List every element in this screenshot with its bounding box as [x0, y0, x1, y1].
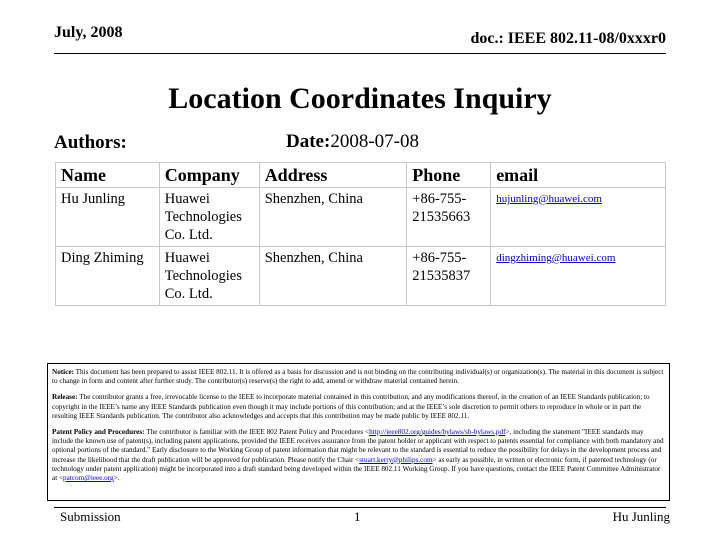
- author-name: Ding Zhiming: [56, 247, 160, 306]
- release-title: Release:: [52, 393, 78, 402]
- patent-title: Patent Policy and Procedures:: [52, 428, 145, 437]
- page-number: 1: [354, 509, 361, 524]
- date-label: Date:: [286, 131, 331, 152]
- footer-submission: Submission: [60, 509, 121, 524]
- author-company: Huawei Technologies Co. Ltd.: [159, 247, 259, 306]
- notice-paragraph: [52, 368, 665, 386]
- patent-paragraph: [52, 428, 665, 483]
- table-row: [56, 188, 666, 247]
- authors-table: [55, 162, 666, 306]
- header-divider: [54, 53, 666, 54]
- patent-text: The contributor is familiar with the IEEE 802 Patent Policy and Procedures <: [146, 428, 370, 437]
- table-row: [56, 247, 666, 306]
- author-email-link[interactable]: hujunling@huawei.com: [491, 188, 666, 247]
- footer-divider: [54, 507, 666, 508]
- header-doc-id: doc.: IEEE 802.11-08/0xxxr0: [470, 30, 666, 47]
- release-paragraph: [52, 393, 665, 421]
- notice-box: [47, 363, 670, 501]
- column-header-phone: Phone: [407, 163, 491, 188]
- bylaws-link[interactable]: http://ieee802.org/guides/bylaws/sb-bylaws.pdf: [369, 428, 506, 437]
- patent-text: > as early as possible, in written or electronic form, if patented technology (or technology under patent application) might be incorporated into a draft standard being developed within the IEEE 802.11 Working Group. If you have questions, contact the IEEE Patent Committee Administrator at <: [52, 455, 661, 483]
- author-address: Shenzhen, China: [259, 247, 407, 306]
- notice-text: This document has been prepared to assist IEEE 802.11. It is offered as a basis for discussion and is not binding on the contributing individual(s) or organization(s). The material in this document is subject to change in form and content after further study. The contributor(s) reserve(s) the right to add, amend or withdraw material contained herein.: [52, 368, 664, 386]
- author-email-link[interactable]: dingzhiming@huawei.com: [491, 247, 666, 306]
- release-text: The contributor grants a free, irrevocable license to the IEEE to incorporate material contained in this contribution, and any modifications thereof, in the creation of an IEEE Standards publication; to copyright in the IEEE’s name any IEEE Standards publication even though it may include portions of this contribution; and at the IEEE’s sole discretion to permit others to reproduce in whole or in part the resulting IEEE Standards publication. The contributor also acknowledges and accepts that this contribution may be made public by IEEE 802.11.: [52, 393, 650, 420]
- authors-label: Authors:: [54, 132, 127, 153]
- author-address: Shenzhen, China: [259, 188, 407, 247]
- chair-email-link[interactable]: stuart.kerry@philips.com: [359, 455, 433, 464]
- patent-text: >, including the statement "IEEE standards may include the known use of patent(s), including patent applications, provided the IEEE receives assurance from the patent holder or applicant with respect to patents essential for compliance with both mandatory and optional portions of the standard." Early disclosure to the Working Group of patent information that might be relevant to the standard is essential to reduce the possibility for delays in the development process and increase the likelihood that the draft publication will be approved for publication. Please notify the Chair <: [52, 428, 664, 464]
- column-header-company: Company: [159, 163, 259, 188]
- author-company: Huawei Technologies Co. Ltd.: [159, 188, 259, 247]
- footer-author: Hu Junling: [612, 509, 670, 524]
- notice-title: Notice:: [52, 368, 74, 376]
- date-line: [286, 131, 419, 153]
- date-value: 2008-07-08: [330, 131, 419, 152]
- column-header-email: email: [491, 163, 666, 188]
- column-header-address: Address: [259, 163, 407, 188]
- author-name: Hu Junling: [56, 188, 160, 247]
- author-phone: +86-755-21535837: [407, 247, 491, 306]
- page-title: Location Coordinates Inquiry: [168, 82, 552, 115]
- patcom-email-link[interactable]: patcom@ieee.org: [63, 474, 114, 483]
- column-header-name: Name: [56, 163, 160, 188]
- header-date: July, 2008: [54, 24, 123, 41]
- author-phone: +86-755-21535663: [407, 188, 491, 247]
- table-header-row: [56, 163, 666, 188]
- patent-text: >.: [113, 474, 120, 483]
